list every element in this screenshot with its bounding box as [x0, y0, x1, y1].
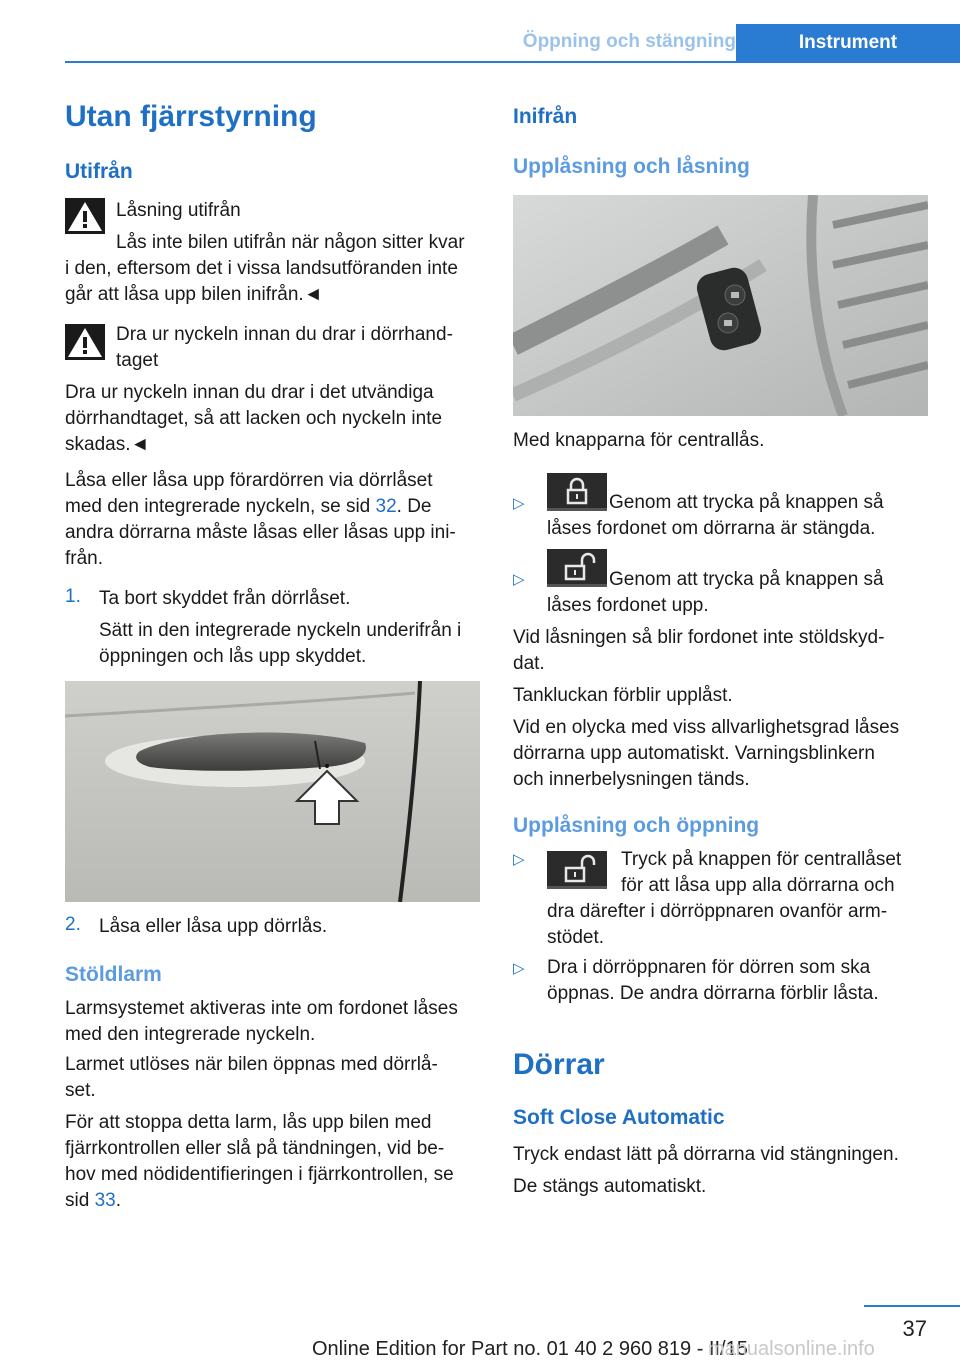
body-line: set.	[65, 1080, 96, 1101]
heading-utan-fjarrstyrning: Utan fjärrstyrning	[65, 100, 317, 133]
open-bullet1-line1: Tryck på knappen för centrallåset	[621, 849, 902, 870]
warning1-line2: i den, eftersom det i vissa landsutföranden inte	[65, 258, 458, 279]
body-line-with-link	[65, 1188, 121, 1214]
body-line: Låsa eller låsa upp förardörren via dörrlåset	[65, 470, 433, 491]
step1-text: Ta bort skyddet från dörrlåset.	[99, 588, 351, 609]
warning-title-lasning-utifran: Låsning utifrån	[116, 200, 241, 221]
heading-stoldlarm: Stöldlarm	[65, 963, 162, 986]
body-line: Larmsystemet aktiveras inte om fordonet låses	[65, 998, 458, 1019]
body-line: dörrarna upp automatiskt. Varningsblinkern	[513, 743, 875, 764]
image-caption: Med knapparna för centrallås.	[513, 430, 765, 451]
open-bullet1-line4: stödet.	[547, 927, 605, 948]
footer-edition: Online Edition for Part no. 01 40 2 960 819 - II/15	[312, 1338, 748, 1360]
door-handle-image	[65, 681, 480, 902]
step1-sub-line1: Sätt in den integrerade nyckeln underifrån i	[99, 620, 462, 641]
body-line: De stängs automatiskt.	[513, 1176, 707, 1197]
body-line: med den integrerade nyckeln.	[65, 1024, 316, 1045]
warning2-line3: skadas.◄	[65, 434, 150, 455]
warning2-line2: dörrhandtaget, så att lacken och nyckeln inte	[65, 408, 443, 429]
open-bullet2-line2: öppnas. De andra dörrarna förblir låsta.	[547, 983, 879, 1004]
warning2-line1: Dra ur nyckeln innan du drar i det utvändiga	[65, 382, 434, 403]
heading-inifran: Inifrån	[513, 105, 578, 128]
watermark: manualsonline.info	[708, 1338, 875, 1360]
body-line: fjärrkontrollen eller slå på tändningen, vid be‐	[65, 1138, 445, 1159]
warning-triangle-icon	[65, 324, 105, 360]
body-line: För att stoppa detta larm, lås upp bilen med	[65, 1112, 432, 1133]
body-line: dat.	[513, 653, 545, 674]
body-line: Tankluckan förblir upplåst.	[513, 685, 733, 706]
warning-triangle-icon	[65, 198, 105, 234]
body-line: andra dörrarna måste låsas eller låsas upp ini‐	[65, 522, 456, 543]
lock-button-icon	[547, 473, 607, 511]
bullet-arrow: ▷	[513, 960, 525, 977]
step-number-1: 1.	[65, 586, 81, 607]
unlock-button-icon	[547, 851, 607, 889]
bullet-arrow: ▷	[513, 571, 525, 588]
warning2-title-line1: Dra ur nyckeln innan du drar i dörrhand‐	[116, 324, 453, 345]
header-tab-instrument[interactable]: Instrument	[736, 24, 960, 62]
page-number: 37	[902, 1316, 927, 1341]
warning1-line3: går att låsa upp bilen inifrån.◄	[65, 284, 323, 305]
page-link-33[interactable]: 33	[94, 1190, 116, 1211]
body-text: . De	[396, 496, 432, 517]
body-line: hov med nödidentifieringen i fjärrkontrollen, se	[65, 1164, 454, 1185]
body-line: Larmet utlöses när bilen öppnas med dörrlå‐	[65, 1054, 438, 1075]
footer-rule	[864, 1305, 960, 1307]
heading-upplasning-och-oppning: Upplåsning och öppning	[513, 814, 760, 837]
header-rule	[65, 61, 960, 63]
heading-upplasning-och-lasning: Upplåsning och låsning	[513, 155, 750, 178]
heading-utifran: Utifrån	[65, 160, 133, 183]
body-line: från.	[65, 548, 104, 569]
bullet2-line2: låses fordonet upp.	[547, 595, 709, 616]
body-line: Tryck endast lätt på dörrarna vid stängningen.	[513, 1144, 899, 1165]
central-lock-buttons-image	[513, 195, 928, 416]
body-text: .	[115, 1190, 121, 1211]
bullet1-line2: låses fordonet om dörrarna är stängda.	[547, 518, 876, 539]
warning1-line1: Lås inte bilen utifrån när någon sitter kvar	[116, 232, 465, 253]
bullet2-line1: Genom att trycka på knappen så	[609, 569, 884, 590]
open-bullet1-line2: för att låsa upp alla dörrarna och	[621, 875, 895, 896]
open-bullet1-line3: dra därefter i dörröppnaren ovanför arm‐	[547, 901, 888, 922]
body-line-with-link	[65, 494, 432, 520]
bullet-arrow: ▷	[513, 851, 525, 868]
open-bullet2-line1: Dra i dörröppnaren för dörren som ska	[547, 957, 871, 978]
warning2-title-line2: taget	[116, 350, 159, 371]
bullet-arrow: ▷	[513, 495, 525, 512]
bullet1-line1: Genom att trycka på knappen så	[609, 492, 884, 513]
step2-text: Låsa eller låsa upp dörrlås.	[99, 916, 328, 937]
unlock-button-icon	[547, 549, 607, 587]
body-text: sid	[65, 1190, 95, 1211]
step-number-2: 2.	[65, 914, 81, 935]
body-text: med den integrerade nyckeln, se sid	[65, 496, 376, 517]
page-link-32[interactable]: 32	[375, 496, 397, 517]
header-section-title[interactable]: Öppning och stängning	[522, 31, 736, 52]
heading-soft-close-automatic: Soft Close Automatic	[513, 1106, 725, 1129]
heading-dorrar: Dörrar	[513, 1048, 605, 1081]
body-line: Vid en olycka med viss allvarlighetsgrad låses	[513, 717, 900, 738]
body-line: och innerbelysningen tänds.	[513, 769, 750, 790]
step1-sub-line2: öppningen och lås upp skyddet.	[99, 646, 367, 667]
body-line: Vid låsningen så blir fordonet inte stöldskyd‐	[513, 627, 885, 648]
